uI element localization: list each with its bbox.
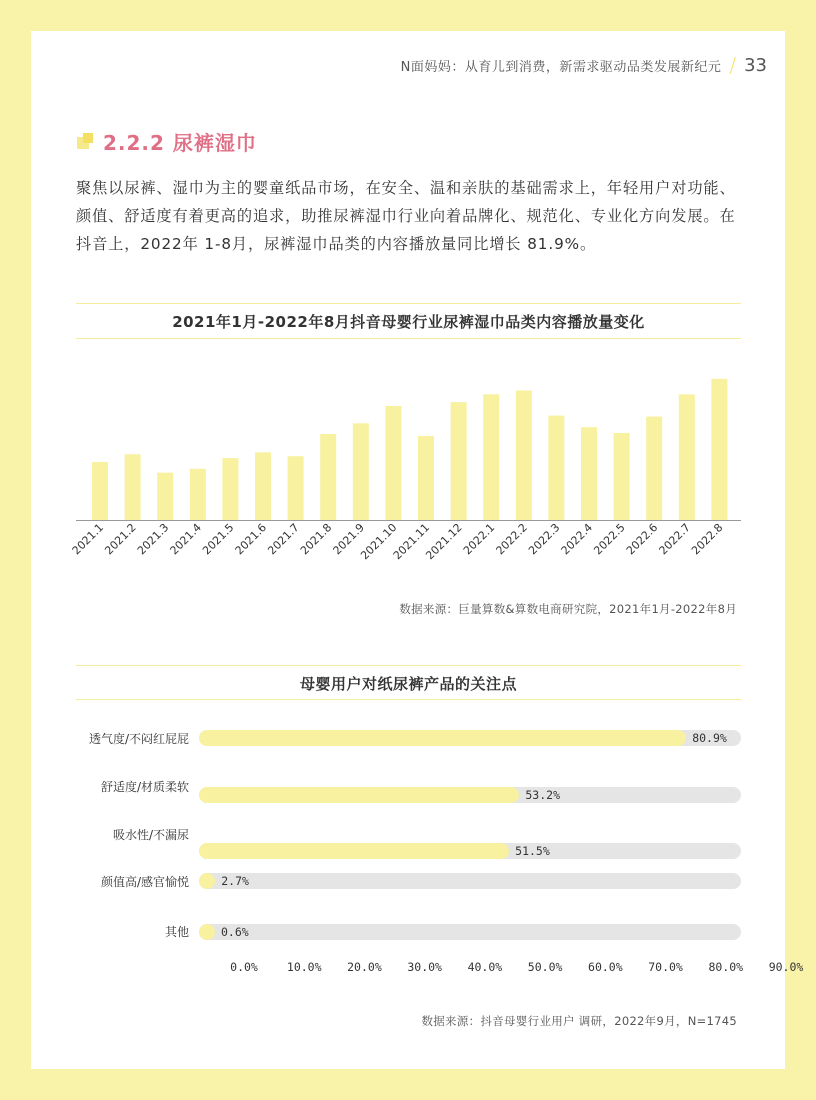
line-bar-chart	[69, 371, 741, 576]
bar-fill	[199, 730, 686, 746]
category-label: 吸水性/不漏尿	[112, 828, 189, 842]
x-tick-label: 70.0%	[648, 960, 683, 974]
x-tick-label: 2021.12	[423, 520, 465, 563]
x-tick-label: 2022.4	[558, 520, 596, 558]
chart2-source: 数据来源：抖音母婴行业用户 调研，2022年9月，N=1745	[421, 1014, 737, 1028]
bar-2021.5	[222, 458, 238, 520]
bar-track	[199, 787, 741, 803]
value-label: 53.2%	[525, 788, 560, 802]
bar-fill	[199, 924, 215, 940]
bar-2021.4	[190, 469, 206, 520]
bar-2021.8	[320, 434, 336, 520]
page-header	[401, 53, 767, 77]
chart2-title-rule	[76, 699, 741, 700]
x-axis-ticks	[31, 960, 804, 976]
bar-track	[199, 873, 741, 889]
chart2-title: 母婴用户对纸尿裤产品的关注点	[299, 675, 517, 693]
value-label: 80.9%	[692, 731, 727, 745]
x-tick-label: 20.0%	[347, 960, 382, 974]
bar-fill	[199, 787, 519, 803]
x-tick-label: 40.0%	[467, 960, 503, 974]
category-label: 舒适度/材质柔软	[100, 780, 189, 794]
bar-2022.5	[614, 433, 630, 520]
x-tick-label: 2021.10	[358, 520, 400, 563]
section-title: 2.2.2 尿裤湿巾	[103, 131, 257, 155]
x-tick-label: 2021.6	[232, 520, 270, 558]
bar-2021.6	[255, 452, 271, 520]
bar-2022.8	[711, 379, 727, 520]
bar-2022.2	[516, 390, 532, 520]
x-tick-label: 2021.8	[297, 520, 335, 558]
bar-2022.4	[581, 427, 597, 520]
bar-2021.10	[385, 406, 401, 520]
x-tick-label: 0.0%	[230, 960, 258, 974]
x-tick-label: 2022.8	[689, 520, 726, 558]
chart1-source: 数据来源：巨量算数&算数电商研究院，2021年1月-2022年8月	[399, 602, 737, 616]
chart1-title: 2021年1月-2022年8月抖音母婴行业尿裤湿巾品类内容播放量变化	[172, 313, 645, 331]
bar-2021.2	[125, 454, 141, 520]
chart1-top-rule	[76, 303, 741, 304]
bar-2022.6	[646, 417, 662, 520]
x-tick-label: 2022.3	[526, 520, 563, 558]
x-tick-label: 30.0%	[407, 960, 442, 974]
x-tick-label: 10.0%	[286, 960, 322, 974]
bar-track	[199, 730, 741, 746]
x-tick-label: 80.0%	[708, 960, 744, 974]
chart2-top-rule	[76, 665, 741, 666]
x-tick-label: 2021.4	[167, 520, 204, 558]
section-heading	[77, 127, 257, 156]
value-label: 0.6%	[221, 925, 249, 939]
chart1-title-rule	[76, 338, 741, 339]
header-title: N面妈妈：从育儿到消费，新需求驱动品类发展新纪元	[400, 59, 722, 75]
x-tick-label: 60.0%	[588, 960, 623, 974]
category-label: 透气度/不闷红屁屁	[88, 732, 189, 746]
x-tick-label: 2022.1	[460, 520, 498, 558]
x-tick-label: 2022.2	[493, 520, 530, 558]
x-tick-label: 2021.1	[69, 520, 107, 558]
bar-2022.3	[548, 416, 564, 520]
bar-2021.7	[288, 456, 304, 520]
value-label: 51.5%	[515, 844, 550, 858]
x-tick-label: 2021.2	[102, 520, 139, 558]
page	[31, 31, 804, 1069]
bar-2021.11	[418, 436, 434, 520]
bar-2021.12	[451, 402, 467, 520]
value-label: 2.7%	[221, 874, 249, 888]
x-tick-label: 2021.5	[200, 520, 237, 558]
bar-track	[199, 843, 741, 859]
x-tick-label: 2022.7	[656, 520, 693, 558]
bar-2021.9	[353, 423, 369, 520]
x-tick-label: 2021.7	[265, 520, 302, 558]
header-divider: /	[729, 53, 737, 77]
square-bullet-icon	[77, 133, 95, 151]
category-label: 颜值高/感官愉悦	[100, 875, 189, 889]
x-tick-label: 2022.6	[623, 520, 661, 558]
page-number: 33	[744, 54, 767, 76]
bar-track	[199, 924, 741, 940]
x-tick-label: 2021.11	[390, 520, 433, 563]
bar-2021.1	[92, 462, 108, 520]
bar-fill	[199, 873, 215, 889]
bar-2022.7	[679, 394, 695, 520]
x-tick-label: 90.0%	[768, 960, 804, 974]
bar-2022.1	[483, 394, 499, 520]
x-tick-label: 2022.5	[591, 520, 628, 558]
intro-paragraph: 聚焦以尿裤、湿巾为主的婴童纸品市场，在安全、温和亲肤的基础需求上，年轻用户对功能、颜值、舒适度有着更高的追求，助推尿裤湿巾行业向着品牌化、规范化、专业化方向发展。在抖音上，2022年 1-8月，尿裤湿巾品类的内容播放量同比增长 81.9%。	[76, 179, 736, 253]
x-tick-label: 2021.3	[134, 520, 172, 558]
bar-fill	[199, 843, 509, 859]
category-label: 其他	[164, 925, 189, 939]
bar-2021.3	[157, 473, 173, 520]
x-tick-label: 50.0%	[527, 960, 563, 974]
x-tick-label: 2021.9	[330, 520, 367, 558]
